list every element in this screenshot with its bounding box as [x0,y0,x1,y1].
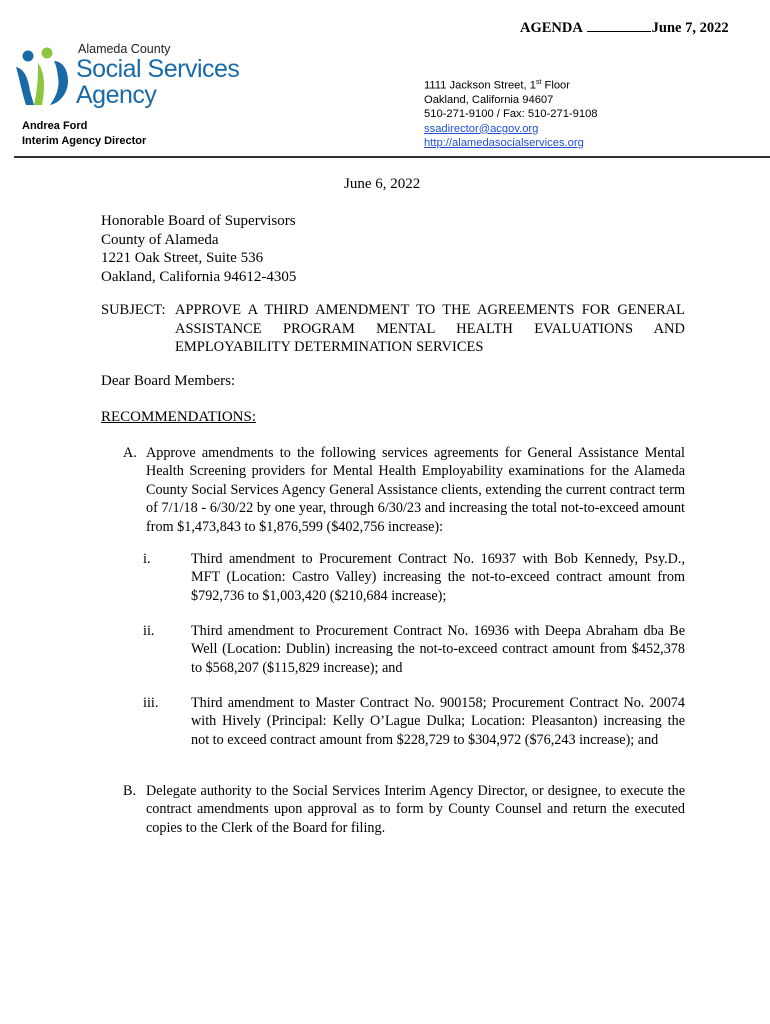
recommendations-heading: RECOMMENDATIONS: [101,409,257,425]
logo-county-name: Alameda County [78,42,171,56]
contact-street: 1111 Jackson Street, 1st Floor [424,79,571,92]
recipient-line: County of Alameda [101,231,219,248]
agenda-label: AGENDA [520,20,583,36]
contact-website-link[interactable]: http://alamedasocialservices.org [424,136,584,149]
logo-agency-line1: Social Services [76,55,240,83]
recommendation-marker: B. [123,783,137,799]
subject-label: SUBJECT: [101,302,166,318]
agency-logo-icon [14,47,72,107]
recipient-line: 1221 Oak Street, Suite 536 [101,250,264,266]
recipient-address [101,212,296,286]
recommendation-b [123,782,685,837]
agenda-blank-line [587,19,651,32]
sub-item-text: Third amendment to Procurement Contract No. 16936 with Deepa Abraham dba Be Well (Location: Dublin) increasing the not-to-exceed contract amount from $452,378 to $568,207 ($115,829 increase); and [191,623,685,676]
agenda-date: June 7, 2022 [651,20,729,36]
recipient-line: Honorable Board of Supervisors [101,213,296,229]
contact-phone-fax: 510-271-9100 / Fax: 510-271-9108 [424,108,598,121]
sub-item-marker: ii. [143,623,155,639]
sub-item-marker: iii. [143,695,159,711]
recommendation-text: Delegate authority to the Social Services Interim Agency Director, or designee, to execute the contract amendments upon approval as to form by County Counsel and return the executed copies to the Clerk of the Board for filing. [146,783,685,836]
contact-block [424,76,598,150]
logo-agency-line2: Agency [76,81,157,109]
salutation: Dear Board Members: [101,373,236,389]
letterhead-divider [14,156,770,158]
recipient-line: Oakland, California 94612-4305 [101,268,297,285]
director-name: Andrea Ford [22,120,88,132]
sub-item-ii [143,622,685,677]
contact-email-link[interactable]: ssadirector@acgov.org [424,122,539,135]
director-block [22,119,146,149]
subject-text: APPROVE A THIRD AMENDMENT TO THE AGREEMENTS FOR GENERAL ASSISTANCE PROGRAM MENTAL HEALTH EVALUATIONS AND EMPLOYABILITY DETERMINATION SERVICES [175,302,685,355]
recommendation-a [123,444,685,536]
agenda-header [520,19,750,37]
director-title: Interim Agency Director [22,135,147,147]
sub-item-text: Third amendment to Master Contract No. 900158; Procurement Contract No. 20074 with Hively (Principal: Kelly O’Lague Dulka; Location: Pleasanton) increasing the not to exceed contract amount from $228,729 to $304,972 ($76,243 increase); and [191,695,685,748]
recommendation-marker: A. [123,445,137,461]
recommendation-text: Approve amendments to the following services agreements for General Assistance Mental Health Screening providers for Mental Health Employability examinations for the Alameda County Social Services Agency General Assistance clients, extending the current contract term of 7/1/18 - 6/30/22 by one year, through 6/30/23 and increasing the total not-to-exceed amount from $1,473,843 to $1,876,599 ($402,756 increase): [146,445,685,535]
contact-city: Oakland, California 94607 [424,94,554,107]
sub-item-i [143,550,685,605]
sub-item-marker: i. [143,551,151,567]
sub-item-iii [143,694,685,749]
subject-block [101,301,685,357]
sub-item-text: Third amendment to Procurement Contract No. 16937 with Bob Kennedy, Psy.D., MFT (Location: Castro Valley) increasing the not-to-exceed contract amount from $792,736 to $1,003,420 ($210,684 increase); [191,551,685,604]
letter-date: June 6, 2022 [344,176,421,192]
agency-logo [14,42,240,112]
